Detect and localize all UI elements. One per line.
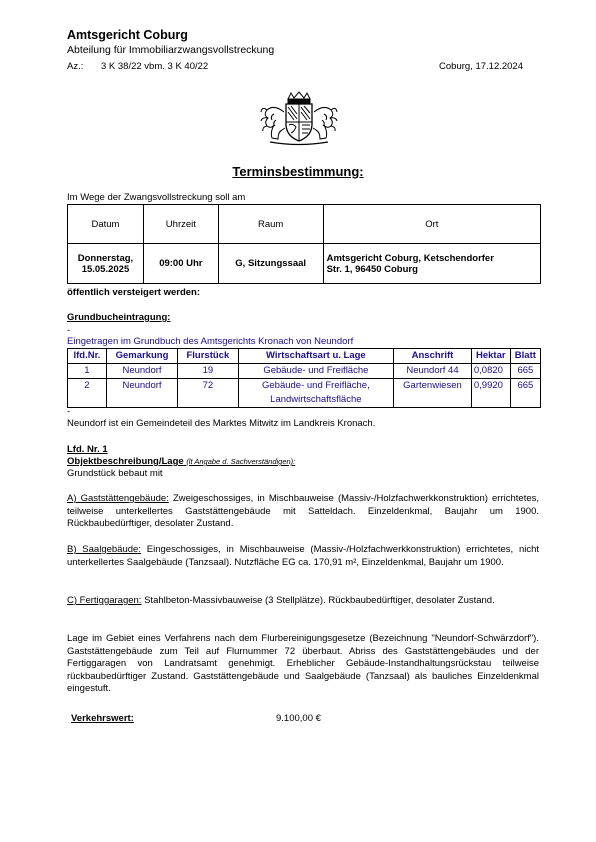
- parcel-flurstueck: 19: [178, 364, 238, 379]
- parcel-hektar: 0,9920: [471, 379, 510, 408]
- item-number-heading: Lfd. Nr. 1: [67, 444, 108, 455]
- parcel-anschrift: Gartenwiesen: [394, 379, 472, 408]
- intro-text: Im Wege der Zwangsvollstreckung soll am: [67, 192, 246, 203]
- separator-dash: -: [67, 406, 71, 417]
- header-date: Datum: [68, 205, 144, 244]
- building-c-text: Stahlbeton-Massivbauweise (3 Stellplätze). Rückbaubedürftiger, desolater Zustand.: [144, 595, 495, 606]
- land-register-heading: Grundbucheintragung:: [67, 312, 171, 323]
- parcel-art-line2: Landwirtschaftsfläche: [270, 394, 362, 405]
- parcel-nr: 2: [68, 379, 107, 408]
- bavarian-coat-of-arms-icon: [258, 90, 340, 148]
- file-number-label: Az.:: [67, 61, 84, 72]
- department-name: Abteilung für Immobiliarzwangsvollstreckung: [67, 44, 275, 56]
- header-room: Raum: [218, 205, 323, 244]
- parcel-hektar: 0,0820: [471, 364, 510, 379]
- parcel-table: [67, 348, 541, 408]
- land-register-note: Eingetragen im Grundbuch des Amtsgerichts Kronach von Neundorf: [67, 336, 354, 347]
- parcel-anschrift: Neundorf 44: [394, 364, 472, 379]
- parcel-art: [238, 379, 394, 408]
- building-b-description: [67, 544, 539, 569]
- appointment-value-row: [68, 244, 541, 284]
- district-note: Neundorf ist ein Gemeindeteil des Marktes Mitwitz im Landkreis Kronach.: [67, 418, 376, 429]
- object-description-title: Objektbeschreibung/Lage: [67, 456, 184, 467]
- col-gemarkung: Gemarkung: [106, 349, 177, 364]
- building-a-description: [67, 493, 539, 531]
- building-b-text: Eingeschossiges, in Mischbauweise (Massiv-/Holzfachwerkkonstruktion) errichtetes, nicht unterkellertes Saalgebäude (Tanzsaal). Nutzfläche EG ca. 170,91 m², Einzeldenkmal, Baujahr um 1900.: [67, 544, 540, 568]
- parcel-header-row: [68, 349, 541, 364]
- appointment-header-row: [68, 205, 541, 244]
- appointment-place: [323, 244, 540, 284]
- col-lfd-nr: lfd.Nr.: [68, 349, 107, 364]
- appointment-place-line1: Amtsgericht Coburg, Ketschendorfer: [326, 252, 494, 264]
- building-a-label: A) Gaststättengebäude:: [67, 493, 169, 504]
- col-anschrift: Anschrift: [394, 349, 472, 364]
- appointment-place-line2: Str. 1, 96450 Coburg: [326, 263, 418, 275]
- court-name: Amtsgericht Coburg: [67, 28, 188, 42]
- col-flurstueck: Flurstück: [178, 349, 238, 364]
- building-c-description: [67, 595, 539, 608]
- location-description: Lage im Gebiet eines Verfahrens nach dem Flurbereinigungsgesetze (Bezeichnung "Neundorf-Schwärzdorf"). Gaststättengebäude zum Teil auf Flurnummer 72 überbaut. Abriss des Gaststättengebäudes und der Fertiggaragen von Landratsamt genehmigt. Erheblicher Gebäude-Instandhaltungsrückstau teilweise rückbaubedürftiger Zustand. Gaststättengebäude und Saalgebäude (Tanzsaal) als bauliches Einzeldenkmal eingestuft.: [67, 633, 539, 694]
- object-description-note: (lt Angabe d. Sachverständigen):: [186, 457, 296, 466]
- appointment-room: G, Sitzungssaal: [218, 244, 323, 284]
- appointment-date-value: 15.05.2025: [81, 263, 130, 275]
- file-number: 3 K 38/22 vbm. 3 K 40/22: [101, 61, 209, 72]
- separator-dash: -: [67, 325, 71, 336]
- building-c-label: C) Fertiggaragen:: [67, 595, 142, 606]
- header-place: Ort: [323, 205, 540, 244]
- market-value: 9.100,00 €: [276, 713, 321, 724]
- parcel-blatt: 665: [510, 364, 540, 379]
- object-subheading: Grundstück bebaut mit: [67, 468, 163, 479]
- appointment-time: 09:00 Uhr: [143, 244, 218, 284]
- parcel-art: Gebäude- und Freifläche: [238, 364, 394, 379]
- parcel-blatt: 665: [510, 379, 540, 408]
- table-row: [68, 364, 541, 379]
- col-wirtschaftsart: Wirtschaftsart u. Lage: [238, 349, 394, 364]
- auction-statement: öffentlich versteigert werden:: [67, 287, 201, 298]
- parcel-art-line1: Gebäude- und Freifläche,: [261, 380, 370, 391]
- document-title: Terminsbestimmung:: [232, 164, 364, 179]
- parcel-flurstueck: 72: [178, 379, 238, 408]
- col-hektar: Hektar: [471, 349, 510, 364]
- building-a-text: Zweigeschossiges, in Mischbauweise (Massiv-/Holzfachwerkkonstruktion) errichtetes, teilweise unterkellertes Gaststättengebäude mit Satteldach. Einzeldenkmal, Baujahr um 1900. Rückbaubedürftiger, desolater Zustand.: [67, 493, 540, 529]
- parcel-gemarkung: Neundorf: [106, 379, 177, 408]
- table-row: [68, 379, 541, 408]
- parcel-nr: 1: [68, 364, 107, 379]
- place-and-date: Coburg, 17.12.2024: [439, 61, 523, 72]
- parcel-gemarkung: Neundorf: [106, 364, 177, 379]
- header-time: Uhrzeit: [143, 205, 218, 244]
- col-blatt: Blatt: [510, 349, 540, 364]
- building-b-label: B) Saalgebäude:: [67, 544, 141, 555]
- object-description-heading: [67, 456, 295, 467]
- appointment-weekday: Donnerstag,: [77, 252, 134, 264]
- appointment-table: [67, 204, 541, 284]
- appointment-date: [68, 244, 144, 284]
- market-value-label: Verkehrswert:: [71, 713, 134, 724]
